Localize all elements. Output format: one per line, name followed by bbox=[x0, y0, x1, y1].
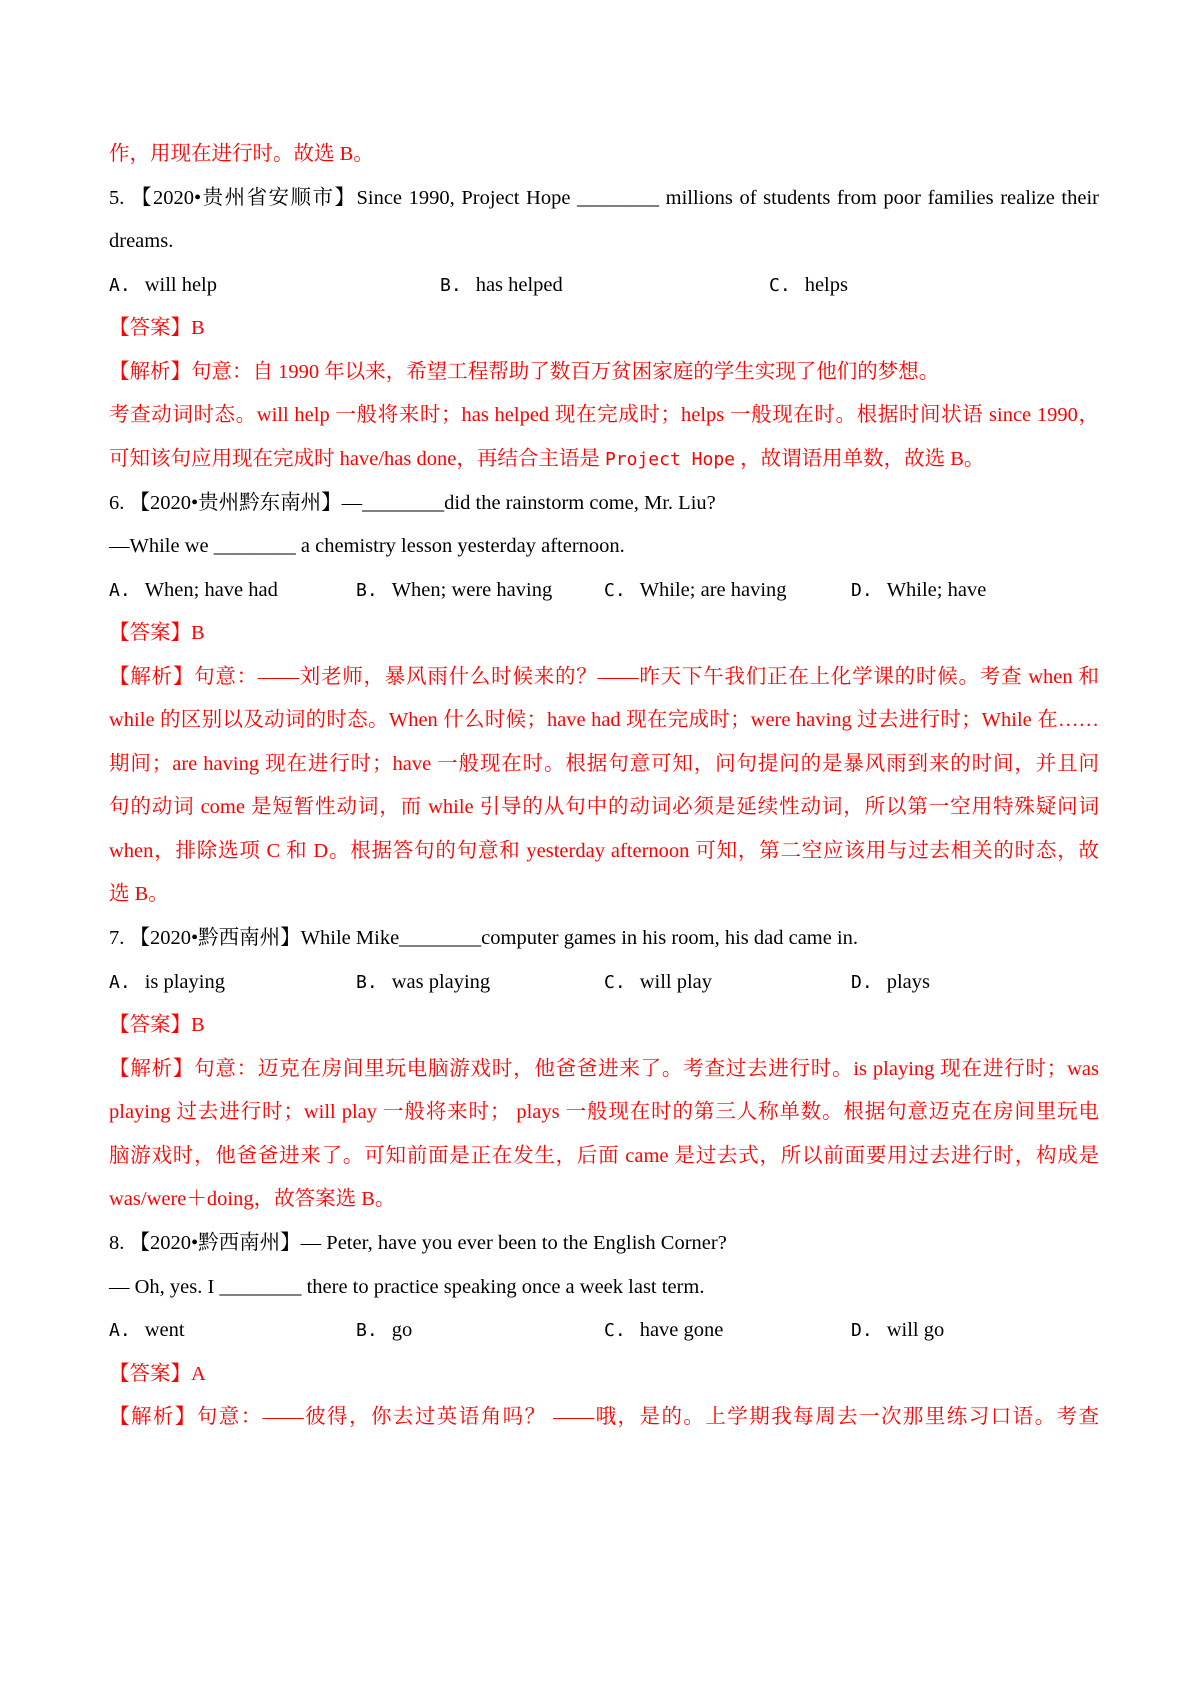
question-5-answer: 【答案】B bbox=[109, 317, 205, 339]
option-c: C. While; are having bbox=[604, 579, 787, 601]
question-6-analysis-line-6: 选 B。 bbox=[109, 883, 169, 905]
question-6-analysis-line-5: when，排除选项 C 和 D。根据答句的句意和 yesterday afternoon 可知，第二空应该用与过去相关的时态，故 bbox=[109, 840, 1099, 862]
question-8-stem: 8. 【2020•黔西南州】— Peter, have you ever been to the English Corner? bbox=[109, 1232, 727, 1254]
option-a: A. is playing bbox=[109, 971, 225, 993]
option-d: D. While; have bbox=[851, 579, 987, 601]
option-b: B. has helped bbox=[440, 274, 563, 296]
question-8-analysis-line-1: 【解析】句意：——彼得，你去过英语角吗？ ——哦，是的。上学期我每周去一次那里练习口语。考查 bbox=[109, 1406, 1099, 1428]
question-5-stem: 5. 【2020•贵州省安顺市】Since 1990, Project Hope ________ millions of students from poor families realize their bbox=[109, 187, 1099, 209]
question-6-analysis-line-3: 期间；are having 现在进行时；have 一般现在时。根据句意可知，问句提问的是暴风雨到来的时间，并且问 bbox=[109, 753, 1099, 775]
question-7-analysis-line-3: 脑游戏时，他爸爸进来了。可知前面是正在发生，后面 came 是过去式，所以前面要用过去进行时，构成是 bbox=[109, 1145, 1099, 1167]
option-c: C. helps bbox=[769, 274, 848, 296]
question-7-answer: 【答案】B bbox=[109, 1014, 205, 1036]
option-d: D. plays bbox=[851, 971, 930, 993]
question-6-analysis-line-2: while 的区别以及动词的时态。When 什么时候；have had 现在完成时；were having 过去进行时；While 在…… bbox=[109, 709, 1099, 731]
option-a: A. will help bbox=[109, 274, 217, 296]
option-c: C. have gone bbox=[604, 1319, 724, 1341]
question-5-analysis-line-2: 考查动词时态。will help 一般将来时；has helped 现在完成时；helps 一般现在时。根据时间状语 since 1990， bbox=[109, 404, 1100, 426]
option-b: B. was playing bbox=[356, 971, 491, 993]
question-7-analysis-line-1: 【解析】句意：迈克在房间里玩电脑游戏时，他爸爸进来了。考查过去进行时。is playing 现在进行时；was bbox=[109, 1058, 1099, 1080]
option-d: D. will go bbox=[851, 1319, 945, 1341]
option-a: A. When; have had bbox=[109, 579, 278, 601]
option-b: B. When; were having bbox=[356, 579, 553, 601]
option-c: C. will play bbox=[604, 971, 712, 993]
question-6-analysis-line-4: 句的动词 come 是短暂性动词，而 while 引导的从句中的动词必须是延续性动词，所以第一空用特殊疑问词 bbox=[109, 796, 1099, 818]
question-6-answer: 【答案】B bbox=[109, 622, 205, 644]
question-8-stem-cont: — Oh, yes. I ________ there to practice speaking once a week last term. bbox=[109, 1276, 705, 1298]
question-6-analysis-line-1: 【解析】句意：——刘老师，暴风雨什么时候来的？——昨天下午我们正在上化学课的时候。考查 when 和 bbox=[109, 666, 1099, 688]
question-6-stem-cont: —While we ________ a chemistry lesson yesterday afternoon. bbox=[109, 535, 625, 557]
question-5-analysis-line-1: 【解析】句意：自 1990 年以来，希望工程帮助了数百万贫困家庭的学生实现了他们的梦想。 bbox=[109, 361, 940, 383]
previous-analysis-tail: 作，用现在进行时。故选 B。 bbox=[109, 143, 374, 165]
question-7-analysis-line-4: was/were＋doing，故答案选 B。 bbox=[109, 1188, 396, 1210]
question-6-stem: 6. 【2020•贵州黔东南州】—________did the rainstorm come, Mr. Liu? bbox=[109, 492, 716, 514]
option-a: A. went bbox=[109, 1319, 185, 1341]
question-8-answer: 【答案】A bbox=[109, 1363, 206, 1385]
question-5-analysis-line-3: 可知该句应用现在完成时 have/has done，再结合主语是 Project Hope ，故谓语用单数，故选 B。 bbox=[109, 448, 985, 470]
question-7-stem: 7. 【2020•黔西南州】While Mike________computer games in his room, his dad came in. bbox=[109, 927, 859, 949]
question-5-stem-cont: dreams. bbox=[109, 230, 174, 252]
question-7-analysis-line-2: playing 过去进行时；will play 一般将来时； plays 一般现在时的第三人称单数。根据句意迈克在房间里玩电 bbox=[109, 1101, 1099, 1123]
option-b: B. go bbox=[356, 1319, 413, 1341]
